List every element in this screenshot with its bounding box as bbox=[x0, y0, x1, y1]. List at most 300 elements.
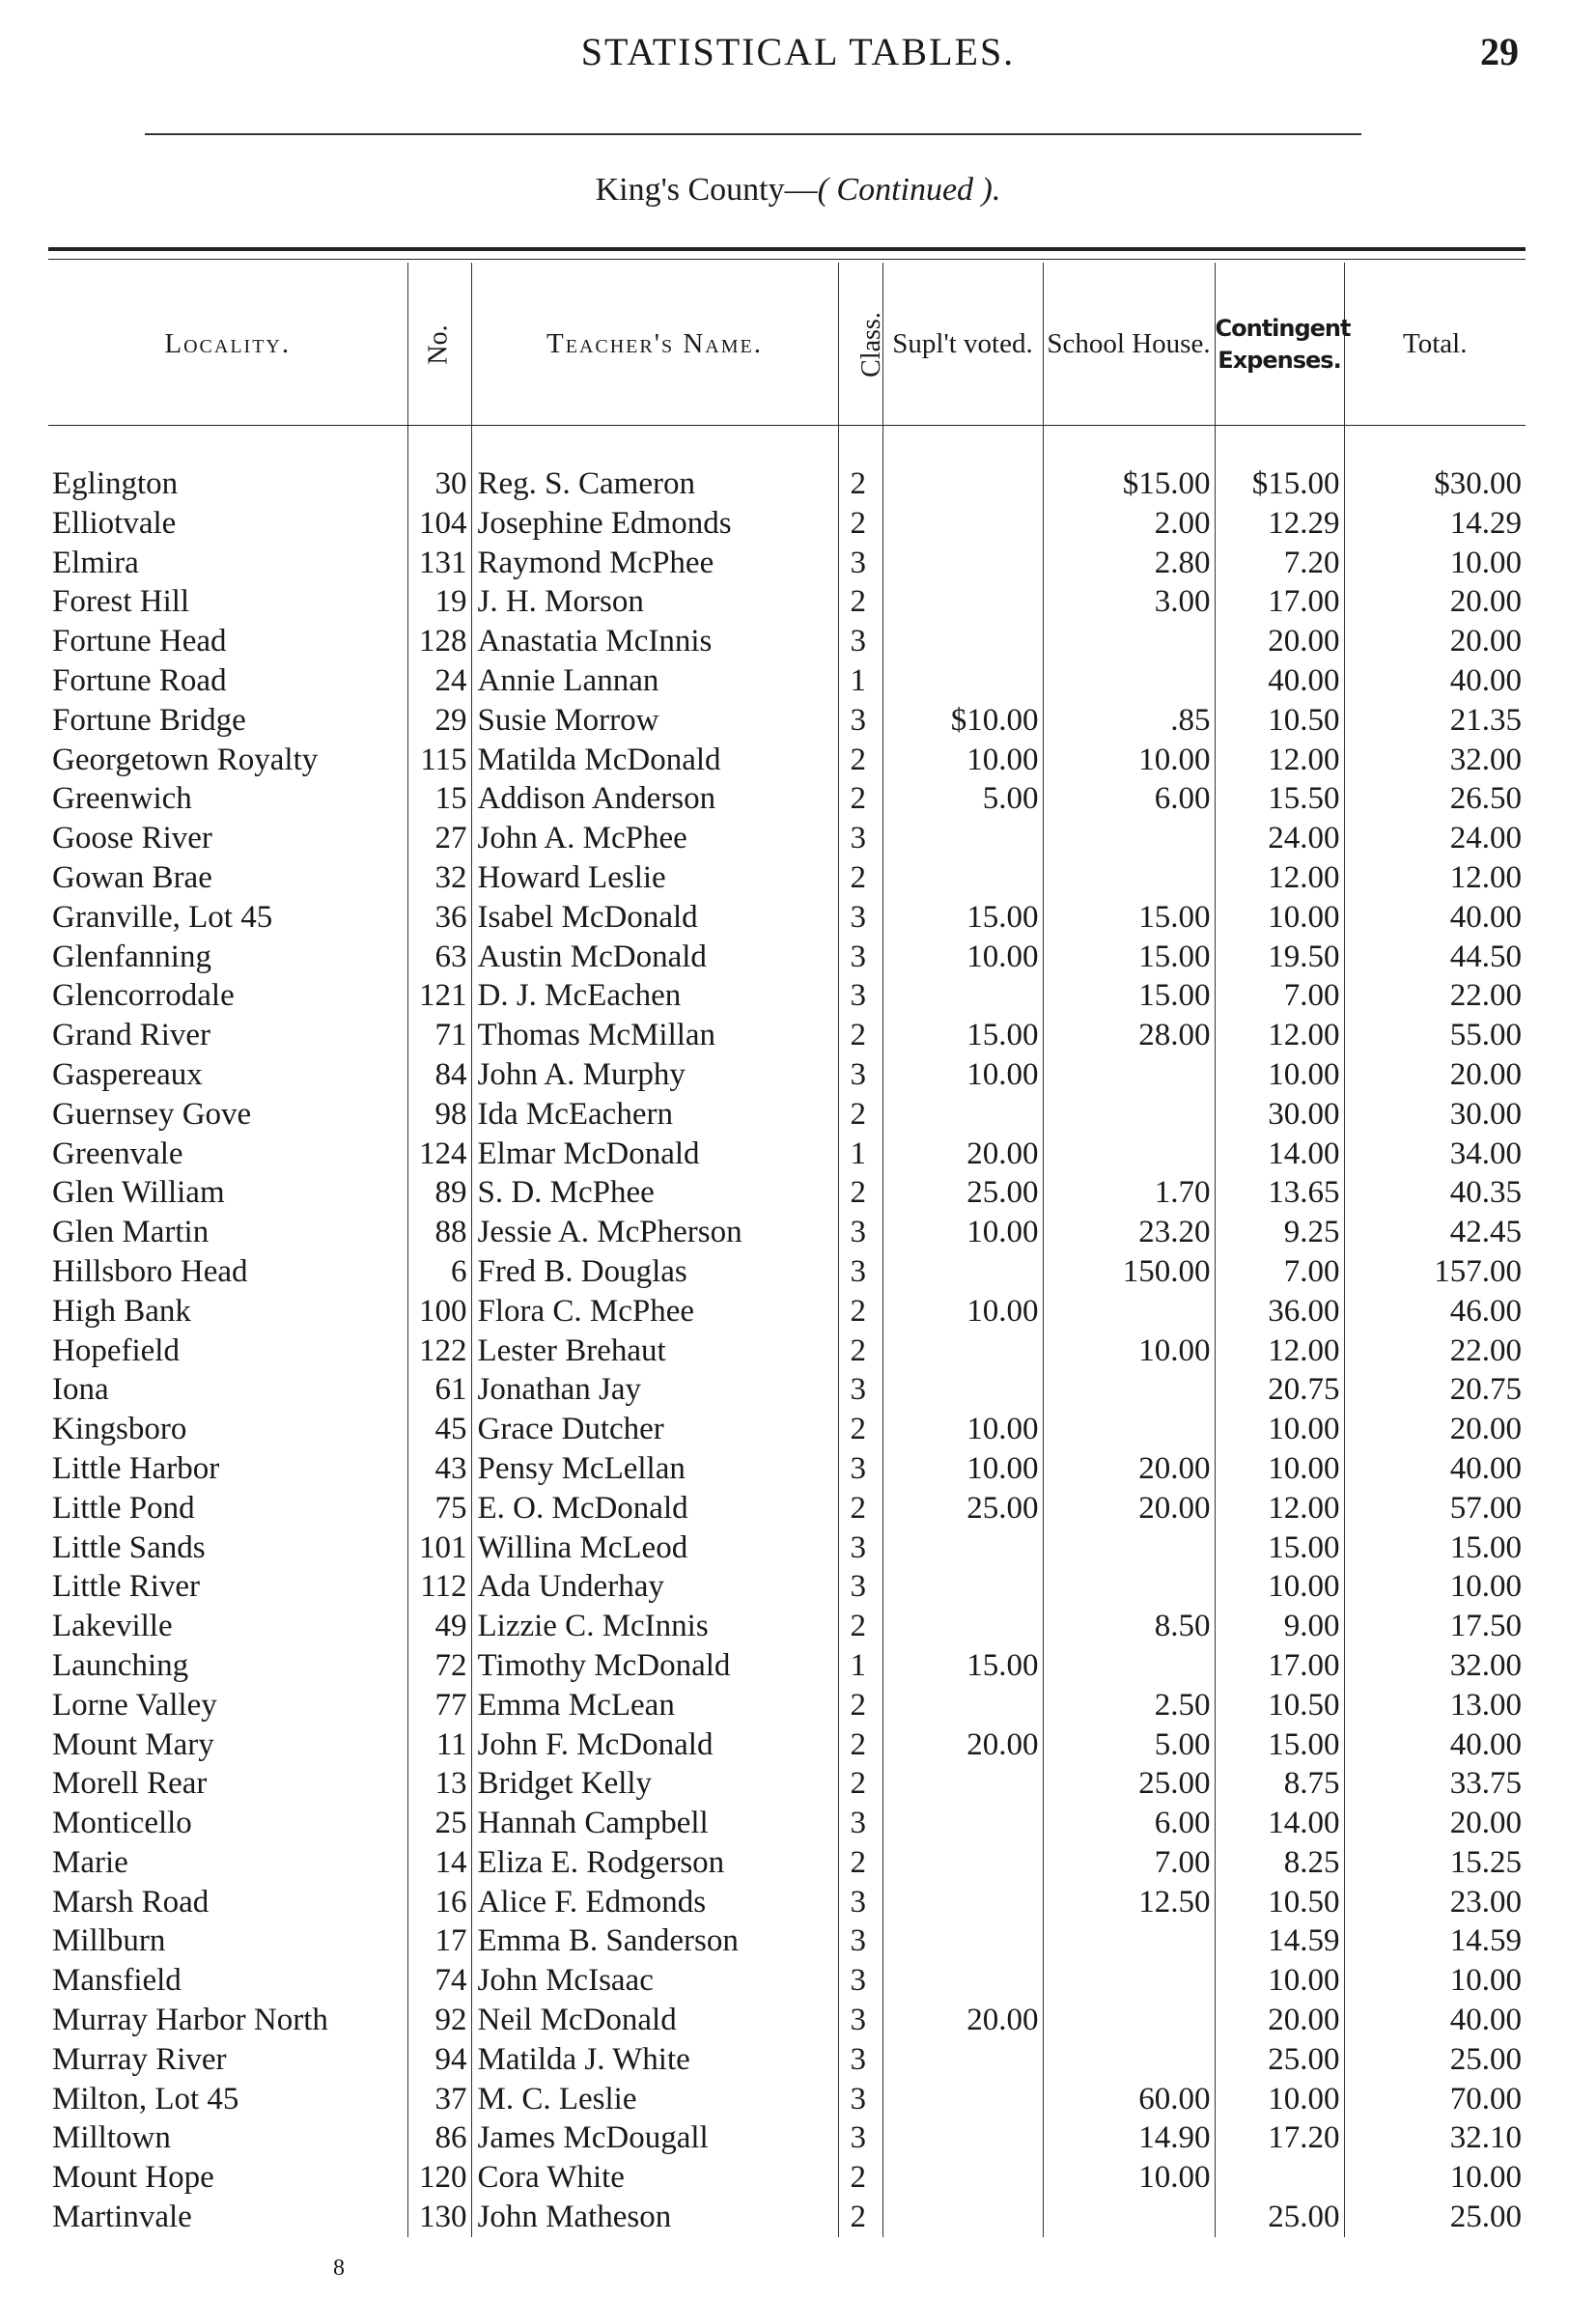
cell-contingent: 40.00 bbox=[1215, 661, 1344, 701]
cell-total: 25.00 bbox=[1344, 2198, 1526, 2237]
cell-locality: Fortune Head bbox=[52, 624, 227, 659]
cell-contingent: 8.25 bbox=[1215, 1843, 1344, 1883]
cell-teacher: J. H. Morson bbox=[471, 582, 838, 622]
cell-no: 15 bbox=[407, 779, 471, 819]
cell-suplt bbox=[882, 1961, 1043, 2001]
cell-total: 22.00 bbox=[1344, 976, 1526, 1016]
cell-locality: Granville, Lot 45 bbox=[52, 899, 273, 935]
table-row bbox=[48, 1921, 1526, 1961]
cell-suplt: 15.00 bbox=[882, 1016, 1043, 1055]
cell-class: 3 bbox=[838, 622, 882, 661]
cell-teacher: Raymond McPhee bbox=[471, 544, 838, 583]
cell-locality: Iona bbox=[52, 1372, 109, 1408]
cell-total: 46.00 bbox=[1344, 1292, 1526, 1332]
cell-no: 72 bbox=[407, 1646, 471, 1686]
cell-class: 2 bbox=[838, 1607, 882, 1646]
cell-total: 10.00 bbox=[1344, 544, 1526, 583]
cell-school-house: 6.00 bbox=[1043, 779, 1215, 819]
cell-contingent: 9.00 bbox=[1215, 1607, 1344, 1646]
cell-total: 10.00 bbox=[1344, 1567, 1526, 1607]
cell-class: 1 bbox=[838, 1646, 882, 1686]
cell-suplt: 10.00 bbox=[882, 1449, 1043, 1489]
cell-suplt bbox=[882, 2198, 1043, 2237]
cell-teacher: Elmar McDonald bbox=[471, 1135, 838, 1174]
cell-school-house: 2.50 bbox=[1043, 1686, 1215, 1725]
cell-locality: Mount Mary bbox=[52, 1726, 214, 1762]
table-row bbox=[48, 1686, 1526, 1725]
cell-class: 2 bbox=[838, 1173, 882, 1213]
cell-total: 20.00 bbox=[1344, 1410, 1526, 1449]
cell-locality: Milton, Lot 45 bbox=[52, 2081, 239, 2117]
cell-class: 2 bbox=[838, 1410, 882, 1449]
cell-suplt bbox=[882, 2080, 1043, 2119]
cell-suplt: 10.00 bbox=[882, 1213, 1043, 1252]
cell-contingent: 30.00 bbox=[1215, 1095, 1344, 1135]
page-number: 29 bbox=[1480, 30, 1519, 73]
cell-locality: Martinvale bbox=[52, 2200, 192, 2235]
cell-locality: Hillsboro Head bbox=[52, 1253, 248, 1289]
cell-teacher: M. C. Leslie bbox=[471, 2080, 838, 2119]
cell-no: 88 bbox=[407, 1213, 471, 1252]
cell-teacher: Howard Leslie bbox=[471, 858, 838, 898]
cell-total: 42.45 bbox=[1344, 1213, 1526, 1252]
cell-school-house: 28.00 bbox=[1043, 1016, 1215, 1055]
spacer-cell bbox=[1043, 426, 1215, 465]
cell-locality: Little Pond bbox=[52, 1490, 195, 1526]
cell-class: 2 bbox=[838, 582, 882, 622]
cell-contingent: 12.00 bbox=[1215, 858, 1344, 898]
cell-school-house: 150.00 bbox=[1043, 1252, 1215, 1292]
col-head-no-label: No. bbox=[423, 323, 454, 365]
cell-teacher: Lizzie C. McInnis bbox=[471, 1607, 838, 1646]
cell-teacher: Addison Anderson bbox=[471, 779, 838, 819]
cell-school-house: 3.00 bbox=[1043, 582, 1215, 622]
cell-total: 15.00 bbox=[1344, 1528, 1526, 1568]
cell-school-house bbox=[1043, 819, 1215, 858]
cell-teacher: John McIsaac bbox=[471, 1961, 838, 2001]
cell-locality: Fortune Road bbox=[52, 662, 227, 698]
cell-teacher: John A. Murphy bbox=[471, 1055, 838, 1095]
cell-class: 1 bbox=[838, 661, 882, 701]
cell-total: 14.59 bbox=[1344, 1921, 1526, 1961]
table-top-rule bbox=[48, 247, 1526, 260]
cell-locality: Glenfanning bbox=[52, 939, 211, 974]
cell-school-house bbox=[1043, 1921, 1215, 1961]
cell-locality: Gaspereaux bbox=[52, 1056, 203, 1092]
cell-suplt: 10.00 bbox=[882, 741, 1043, 780]
table-row bbox=[48, 1449, 1526, 1489]
cell-total: 26.50 bbox=[1344, 779, 1526, 819]
cell-teacher: Alice F. Edmonds bbox=[471, 1883, 838, 1922]
cell-contingent: 15.50 bbox=[1215, 779, 1344, 819]
cell-school-house bbox=[1043, 1528, 1215, 1568]
cell-locality: Lakeville bbox=[52, 1609, 173, 1644]
cell-school-house: 15.00 bbox=[1043, 938, 1215, 977]
cell-suplt: 10.00 bbox=[882, 1410, 1043, 1449]
cell-contingent: 10.00 bbox=[1215, 1961, 1344, 2001]
cell-class: 3 bbox=[838, 1213, 882, 1252]
cell-suplt bbox=[882, 1332, 1043, 1371]
table-row bbox=[48, 2158, 1526, 2198]
subtitle-italic: ( Continued ). bbox=[817, 172, 1001, 208]
spacer-cell bbox=[471, 426, 838, 465]
cell-teacher: Jessie A. McPherson bbox=[471, 1213, 838, 1252]
cell-teacher: Bridget Kelly bbox=[471, 1764, 838, 1804]
cell-teacher: Willina McLeod bbox=[471, 1528, 838, 1568]
cell-no: 92 bbox=[407, 2001, 471, 2040]
cell-total: 20.00 bbox=[1344, 622, 1526, 661]
table-row bbox=[48, 2001, 1526, 2040]
cell-teacher: Jonathan Jay bbox=[471, 1370, 838, 1410]
cell-school-house: 20.00 bbox=[1043, 1449, 1215, 1489]
cell-teacher: Emma McLean bbox=[471, 1686, 838, 1725]
cell-class: 2 bbox=[838, 464, 882, 504]
cell-school-house: 12.50 bbox=[1043, 1883, 1215, 1922]
cell-class: 2 bbox=[838, 2198, 882, 2237]
cell-teacher: James McDougall bbox=[471, 2118, 838, 2158]
cell-suplt bbox=[882, 2040, 1043, 2080]
table-row bbox=[48, 1646, 1526, 1686]
cell-total: 40.00 bbox=[1344, 1449, 1526, 1489]
cell-suplt bbox=[882, 582, 1043, 622]
cell-school-house bbox=[1043, 1567, 1215, 1607]
cell-total: 20.00 bbox=[1344, 1055, 1526, 1095]
cell-class: 3 bbox=[838, 1370, 882, 1410]
cell-class: 3 bbox=[838, 1055, 882, 1095]
cell-contingent: 10.00 bbox=[1215, 1410, 1344, 1449]
cell-no: 131 bbox=[407, 544, 471, 583]
table-row bbox=[48, 1252, 1526, 1292]
cell-school-house: 10.00 bbox=[1043, 741, 1215, 780]
cell-suplt bbox=[882, 1921, 1043, 1961]
cell-teacher: Flora C. McPhee bbox=[471, 1292, 838, 1332]
header-rule bbox=[145, 133, 1361, 135]
cell-locality: Murray River bbox=[52, 2041, 227, 2077]
col-head-total: Total. bbox=[1344, 263, 1526, 426]
cell-contingent: 15.00 bbox=[1215, 1528, 1344, 1568]
cell-total: 14.29 bbox=[1344, 504, 1526, 544]
cell-locality: Greenvale bbox=[52, 1135, 183, 1171]
cell-no: 45 bbox=[407, 1410, 471, 1449]
cell-no: 6 bbox=[407, 1252, 471, 1292]
cell-class: 2 bbox=[838, 1686, 882, 1725]
cell-contingent: 14.00 bbox=[1215, 1804, 1344, 1843]
cell-teacher: Cora White bbox=[471, 2158, 838, 2198]
spacer-cell bbox=[407, 426, 471, 465]
cell-class: 2 bbox=[838, 1489, 882, 1528]
cell-locality: Glencorrodale bbox=[52, 978, 235, 1014]
spacer-row bbox=[48, 426, 1526, 465]
cell-class: 3 bbox=[838, 1961, 882, 2001]
cell-suplt: 15.00 bbox=[882, 1646, 1043, 1686]
cell-contingent: 7.20 bbox=[1215, 544, 1344, 583]
cell-contingent: 25.00 bbox=[1215, 2040, 1344, 2080]
cell-no: 19 bbox=[407, 582, 471, 622]
cell-contingent: 15.00 bbox=[1215, 1725, 1344, 1765]
cell-school-house: 2.80 bbox=[1043, 544, 1215, 583]
cell-school-house: $15.00 bbox=[1043, 464, 1215, 504]
col-head-suplt: Supl't voted. bbox=[882, 263, 1043, 426]
cell-contingent: 12.00 bbox=[1215, 1332, 1344, 1371]
cell-no: 13 bbox=[407, 1764, 471, 1804]
table-row bbox=[48, 1410, 1526, 1449]
col-head-teacher: Teacher's Name. bbox=[471, 263, 838, 426]
cell-no: 130 bbox=[407, 2198, 471, 2237]
table-row bbox=[48, 1961, 1526, 2001]
cell-class: 3 bbox=[838, 1804, 882, 1843]
cell-school-house bbox=[1043, 858, 1215, 898]
cell-contingent: 7.00 bbox=[1215, 976, 1344, 1016]
cell-class: 3 bbox=[838, 1921, 882, 1961]
cell-locality: Monticello bbox=[52, 1806, 192, 1841]
statistics-table bbox=[48, 263, 1526, 2237]
cell-school-house: 15.00 bbox=[1043, 976, 1215, 1016]
cell-school-house: 10.00 bbox=[1043, 2158, 1215, 2198]
cell-teacher: Anastatia McInnis bbox=[471, 622, 838, 661]
cell-locality: Eglington bbox=[52, 466, 179, 501]
cell-suplt: 25.00 bbox=[882, 1489, 1043, 1528]
spacer-cell bbox=[882, 426, 1043, 465]
cell-school-house bbox=[1043, 2040, 1215, 2080]
cell-no: 49 bbox=[407, 1607, 471, 1646]
cell-no: 17 bbox=[407, 1921, 471, 1961]
cell-suplt bbox=[882, 1370, 1043, 1410]
table-row bbox=[48, 1292, 1526, 1332]
cell-suplt bbox=[882, 1686, 1043, 1725]
cell-no: 124 bbox=[407, 1135, 471, 1174]
cell-class: 3 bbox=[838, 938, 882, 977]
cell-contingent bbox=[1215, 2158, 1344, 2198]
cell-locality: Greenwich bbox=[52, 781, 192, 817]
cell-total: 57.00 bbox=[1344, 1489, 1526, 1528]
cell-suplt bbox=[882, 504, 1043, 544]
cell-teacher: Eliza E. Rodgerson bbox=[471, 1843, 838, 1883]
cell-suplt bbox=[882, 858, 1043, 898]
cell-total: $30.00 bbox=[1344, 464, 1526, 504]
cell-total: 34.00 bbox=[1344, 1135, 1526, 1174]
cell-locality: Millburn bbox=[52, 1923, 166, 1959]
cell-class: 2 bbox=[838, 2158, 882, 2198]
table-row bbox=[48, 819, 1526, 858]
cell-contingent: 17.00 bbox=[1215, 1646, 1344, 1686]
cell-locality: Forest Hill bbox=[52, 584, 190, 620]
cell-teacher: John F. McDonald bbox=[471, 1725, 838, 1765]
cell-teacher: Josephine Edmonds bbox=[471, 504, 838, 544]
cell-total: 33.75 bbox=[1344, 1764, 1526, 1804]
col-head-contingent-label: Contingent Expenses. bbox=[1215, 315, 1351, 374]
cell-suplt bbox=[882, 622, 1043, 661]
cell-suplt: 10.00 bbox=[882, 1292, 1043, 1332]
cell-teacher: S. D. McPhee bbox=[471, 1173, 838, 1213]
cell-school-house: 25.00 bbox=[1043, 1764, 1215, 1804]
cell-locality: Little Sands bbox=[52, 1529, 206, 1565]
cell-teacher: Lester Brehaut bbox=[471, 1332, 838, 1371]
cell-contingent: 10.00 bbox=[1215, 1567, 1344, 1607]
cell-contingent: 20.75 bbox=[1215, 1370, 1344, 1410]
subtitle-text: King's County— bbox=[595, 172, 818, 208]
table-row bbox=[48, 1883, 1526, 1922]
cell-locality: Goose River bbox=[52, 821, 212, 856]
cell-total: 23.00 bbox=[1344, 1883, 1526, 1922]
cell-school-house bbox=[1043, 1961, 1215, 2001]
table-row bbox=[48, 1016, 1526, 1055]
cell-total: 32.00 bbox=[1344, 741, 1526, 780]
table-row bbox=[48, 1095, 1526, 1135]
cell-school-house: 5.00 bbox=[1043, 1725, 1215, 1765]
cell-class: 2 bbox=[838, 1764, 882, 1804]
cell-teacher: D. J. McEachen bbox=[471, 976, 838, 1016]
cell-teacher: Grace Dutcher bbox=[471, 1410, 838, 1449]
table-row bbox=[48, 976, 1526, 1016]
cell-no: 27 bbox=[407, 819, 471, 858]
cell-no: 29 bbox=[407, 701, 471, 741]
cell-total: 40.00 bbox=[1344, 898, 1526, 938]
cell-no: 11 bbox=[407, 1725, 471, 1765]
cell-total: 13.00 bbox=[1344, 1686, 1526, 1725]
cell-teacher: Pensy McLellan bbox=[471, 1449, 838, 1489]
cell-locality: Little River bbox=[52, 1569, 201, 1605]
cell-locality: Murray Harbor North bbox=[52, 2003, 328, 2038]
cell-class: 3 bbox=[838, 1528, 882, 1568]
cell-suplt bbox=[882, 1567, 1043, 1607]
cell-contingent: 24.00 bbox=[1215, 819, 1344, 858]
col-head-school-house: School House. bbox=[1043, 263, 1215, 426]
cell-class: 3 bbox=[838, 1252, 882, 1292]
cell-contingent: 14.00 bbox=[1215, 1135, 1344, 1174]
cell-no: 112 bbox=[407, 1567, 471, 1607]
cell-class: 2 bbox=[838, 858, 882, 898]
cell-class: 3 bbox=[838, 976, 882, 1016]
table-row bbox=[48, 504, 1526, 544]
cell-teacher: Fred B. Douglas bbox=[471, 1252, 838, 1292]
table-row bbox=[48, 2080, 1526, 2119]
cell-teacher: Timothy McDonald bbox=[471, 1646, 838, 1686]
cell-total: 12.00 bbox=[1344, 858, 1526, 898]
table-row bbox=[48, 1135, 1526, 1174]
table-row bbox=[48, 1804, 1526, 1843]
cell-contingent: 7.00 bbox=[1215, 1252, 1344, 1292]
cell-no: 98 bbox=[407, 1095, 471, 1135]
cell-total: 30.00 bbox=[1344, 1095, 1526, 1135]
table-row bbox=[48, 582, 1526, 622]
cell-locality: Mount Hope bbox=[52, 2160, 214, 2196]
cell-teacher: Susie Morrow bbox=[471, 701, 838, 741]
cell-total: 15.25 bbox=[1344, 1843, 1526, 1883]
table-row bbox=[48, 1173, 1526, 1213]
spacer-cell bbox=[838, 426, 882, 465]
cell-suplt bbox=[882, 1764, 1043, 1804]
cell-school-house bbox=[1043, 1646, 1215, 1686]
cell-suplt bbox=[882, 819, 1043, 858]
cell-suplt bbox=[882, 1095, 1043, 1135]
cell-class: 3 bbox=[838, 2118, 882, 2158]
cell-teacher: Emma B. Sanderson bbox=[471, 1921, 838, 1961]
table-row bbox=[48, 2118, 1526, 2158]
cell-contingent: 10.50 bbox=[1215, 701, 1344, 741]
cell-locality: Gowan Brae bbox=[52, 859, 212, 895]
cell-contingent: 36.00 bbox=[1215, 1292, 1344, 1332]
cell-no: 61 bbox=[407, 1370, 471, 1410]
cell-class: 2 bbox=[838, 1725, 882, 1765]
cell-total: 21.35 bbox=[1344, 701, 1526, 741]
cell-class: 2 bbox=[838, 504, 882, 544]
cell-school-house bbox=[1043, 622, 1215, 661]
cell-suplt bbox=[882, 2118, 1043, 2158]
cell-total: 22.00 bbox=[1344, 1332, 1526, 1371]
cell-total: 17.50 bbox=[1344, 1607, 1526, 1646]
cell-total: 40.00 bbox=[1344, 2001, 1526, 2040]
cell-school-house bbox=[1043, 1292, 1215, 1332]
cell-suplt: 25.00 bbox=[882, 1173, 1043, 1213]
cell-locality: Little Harbor bbox=[52, 1450, 220, 1486]
spacer-cell bbox=[1215, 426, 1344, 465]
cell-total: 20.00 bbox=[1344, 1804, 1526, 1843]
cell-no: 86 bbox=[407, 2118, 471, 2158]
cell-school-house: 8.50 bbox=[1043, 1607, 1215, 1646]
cell-contingent: 14.59 bbox=[1215, 1921, 1344, 1961]
cell-class: 3 bbox=[838, 2040, 882, 2080]
cell-class: 3 bbox=[838, 1449, 882, 1489]
cell-school-house bbox=[1043, 1135, 1215, 1174]
cell-class: 2 bbox=[838, 1332, 882, 1371]
cell-contingent: 10.50 bbox=[1215, 1686, 1344, 1725]
cell-contingent: 12.29 bbox=[1215, 504, 1344, 544]
cell-no: 115 bbox=[407, 741, 471, 780]
cell-contingent: 17.20 bbox=[1215, 2118, 1344, 2158]
cell-no: 14 bbox=[407, 1843, 471, 1883]
col-head-class bbox=[838, 263, 886, 426]
cell-locality: High Bank bbox=[52, 1293, 191, 1329]
table-row bbox=[48, 1213, 1526, 1252]
cell-teacher: John Matheson bbox=[471, 2198, 838, 2237]
cell-suplt: 20.00 bbox=[882, 2001, 1043, 2040]
cell-school-house: 20.00 bbox=[1043, 1489, 1215, 1528]
cell-locality: Hopefield bbox=[52, 1332, 180, 1368]
cell-locality: Guernsey Gove bbox=[52, 1096, 252, 1132]
cell-no: 100 bbox=[407, 1292, 471, 1332]
table-row bbox=[48, 544, 1526, 583]
cell-locality: Morell Rear bbox=[52, 1766, 208, 1802]
cell-teacher: Thomas McMillan bbox=[471, 1016, 838, 1055]
table-row bbox=[48, 1607, 1526, 1646]
cell-suplt bbox=[882, 1528, 1043, 1568]
table-row bbox=[48, 1764, 1526, 1804]
cell-no: 36 bbox=[407, 898, 471, 938]
cell-school-house bbox=[1043, 1370, 1215, 1410]
cell-total: 40.00 bbox=[1344, 661, 1526, 701]
cell-teacher: Isabel McDonald bbox=[471, 898, 838, 938]
cell-total: 24.00 bbox=[1344, 819, 1526, 858]
table-row bbox=[48, 1725, 1526, 1765]
table-row bbox=[48, 858, 1526, 898]
cell-no: 37 bbox=[407, 2080, 471, 2119]
cell-suplt: 10.00 bbox=[882, 938, 1043, 977]
cell-school-house bbox=[1043, 1410, 1215, 1449]
cell-locality: Lorne Valley bbox=[52, 1687, 217, 1723]
cell-school-house: 6.00 bbox=[1043, 1804, 1215, 1843]
cell-total: 157.00 bbox=[1344, 1252, 1526, 1292]
signature-mark: 8 bbox=[333, 2256, 345, 2281]
cell-locality: Marsh Road bbox=[52, 1884, 210, 1920]
cell-teacher: Neil McDonald bbox=[471, 2001, 838, 2040]
cell-class: 3 bbox=[838, 701, 882, 741]
cell-no: 74 bbox=[407, 1961, 471, 2001]
cell-total: 70.00 bbox=[1344, 2080, 1526, 2119]
cell-contingent: 12.00 bbox=[1215, 1016, 1344, 1055]
cell-no: 30 bbox=[407, 464, 471, 504]
cell-class: 2 bbox=[838, 779, 882, 819]
table-row bbox=[48, 464, 1526, 504]
